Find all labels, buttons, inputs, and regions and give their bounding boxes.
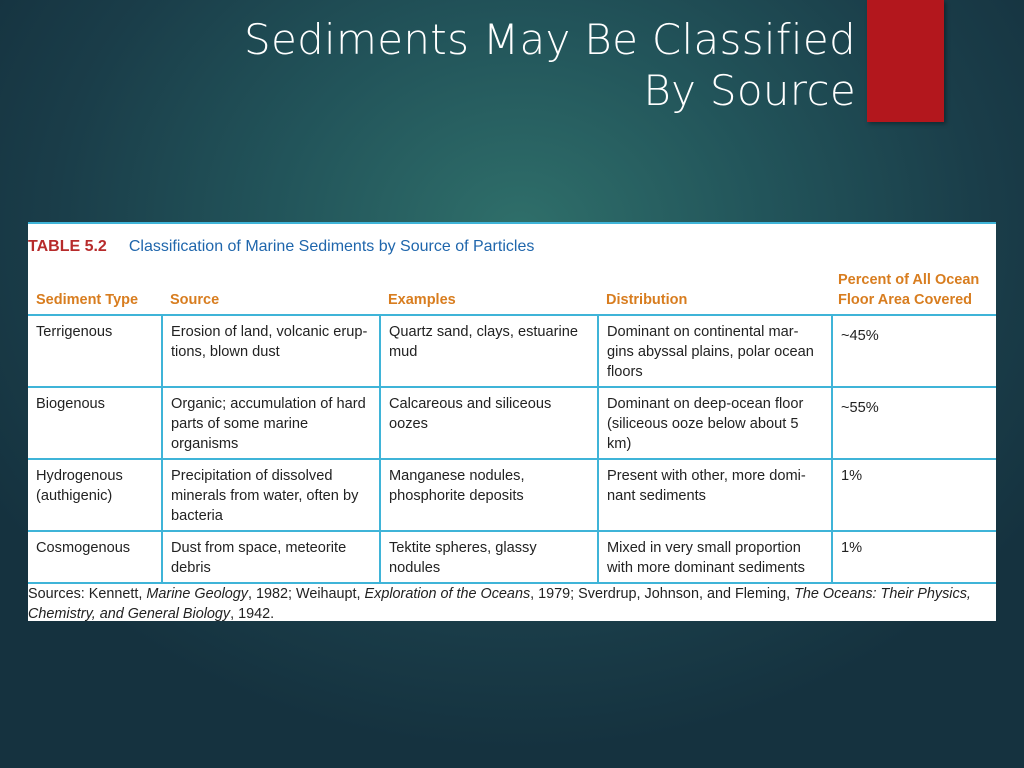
cell-distribution: Dominant on continental mar-gins abyssal plains, polar ocean floors <box>598 315 832 387</box>
table-row <box>28 531 996 583</box>
red-accent-bar <box>867 0 944 122</box>
cell-source: Dust from space, meteorite debris <box>162 531 380 583</box>
table-figure <box>28 222 996 621</box>
cell-examples: Manganese nodules, phosphorite deposits <box>380 459 598 531</box>
header-percent-line-1: Percent of All Ocean <box>838 272 980 288</box>
slide-title-line-2: By Source <box>643 66 856 115</box>
header-percent <box>832 270 996 315</box>
slide-title-line-1: Sediments May Be Classified <box>244 15 856 64</box>
cell-percent: 1% <box>832 459 996 531</box>
header-source: Source <box>162 270 380 315</box>
table-caption-text: Classification of Marine Sediments by Source of Particles <box>128 238 535 255</box>
cell-source: Precipitation of dissolved minerals from water, often by bacteria <box>162 459 380 531</box>
cell-distribution: Dominant on deep-ocean floor (siliceous ooze below about 5 km) <box>598 387 832 459</box>
cell-distribution: Mixed in very small proportion with more dominant sediments <box>598 531 832 583</box>
cell-source: Erosion of land, volcanic erup-tions, blown dust <box>162 315 380 387</box>
table-row <box>28 387 996 459</box>
table-row <box>28 459 996 531</box>
sediment-classification-table <box>28 270 996 584</box>
header-percent-line-2: Floor Area Covered <box>838 292 973 308</box>
sources-book-2: Exploration of the Oceans <box>364 586 531 602</box>
cell-examples: Tektite spheres, glassy nodules <box>380 531 598 583</box>
cell-source: Organic; accumulation of hard parts of some marine organisms <box>162 387 380 459</box>
table-number: TABLE 5.2 <box>28 238 107 255</box>
table-caption <box>28 238 534 256</box>
cell-examples: Calcareous and siliceous oozes <box>380 387 598 459</box>
sources-book-3: The Oceans: Their Physics, Chemistry, and General Biology <box>28 586 971 622</box>
cell-percent: ~55% <box>832 387 996 459</box>
sources-mid-1: , 1982; Weihaupt, <box>248 586 365 602</box>
header-sediment-type: Sediment Type <box>28 270 162 315</box>
cell-type: Hydrogenous (authigenic) <box>28 459 162 531</box>
header-distribution: Distribution <box>598 270 832 315</box>
sources-prefix: Sources: Kennett, <box>28 586 147 602</box>
cell-percent: ~45% <box>832 315 996 387</box>
table-header-row <box>28 270 996 315</box>
cell-type: Cosmogenous <box>28 531 162 583</box>
sources-mid-2: , 1979; Sverdrup, Johnson, and Fleming, <box>530 586 795 602</box>
cell-distribution: Present with other, more domi-nant sediments <box>598 459 832 531</box>
cell-examples: Quartz sand, clays, estuarine mud <box>380 315 598 387</box>
header-examples: Examples <box>380 270 598 315</box>
cell-percent: 1% <box>832 531 996 583</box>
table-row <box>28 315 996 387</box>
cell-type: Terrigenous <box>28 315 162 387</box>
slide-title <box>176 14 856 116</box>
sources-book-1: Marine Geology <box>146 586 248 602</box>
sources-suffix: , 1942. <box>230 606 275 622</box>
cell-type: Biogenous <box>28 387 162 459</box>
table-sources-note <box>28 584 990 624</box>
